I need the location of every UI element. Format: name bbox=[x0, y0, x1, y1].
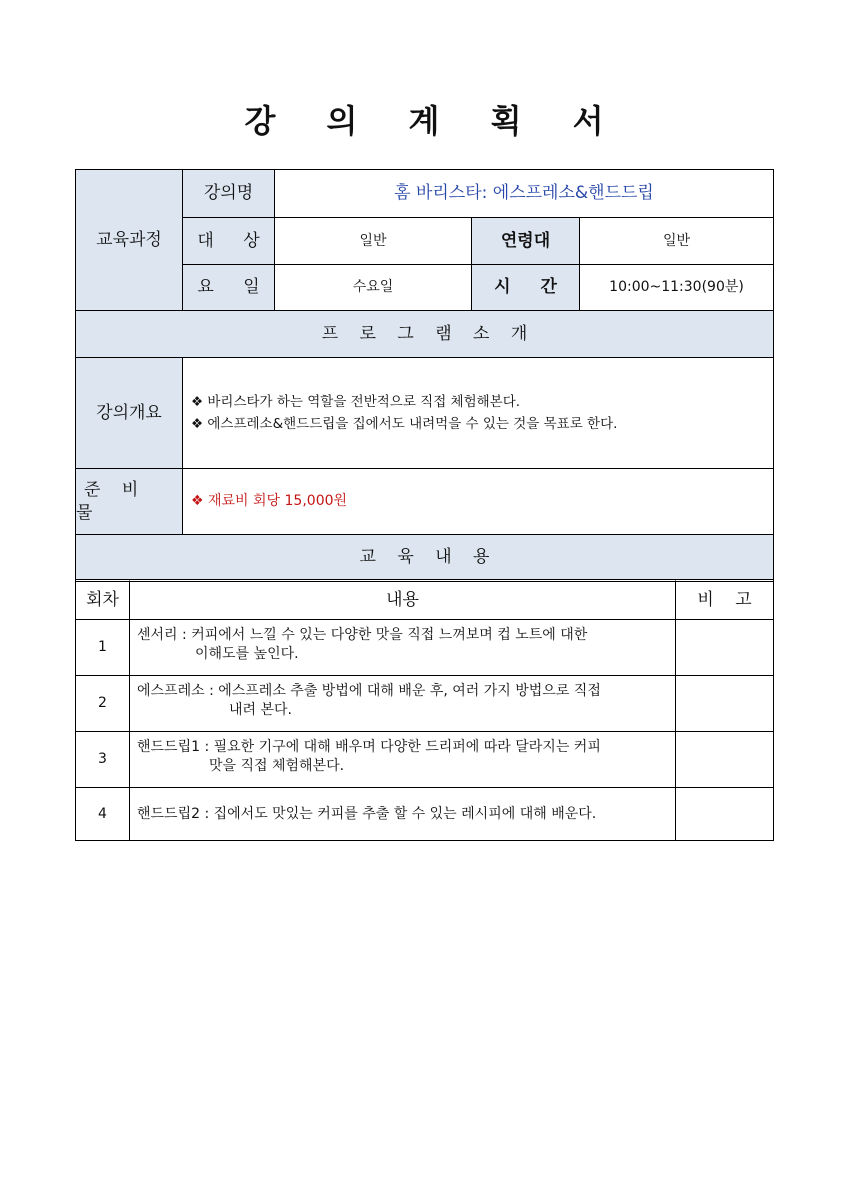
day-value: 수요일 bbox=[274, 264, 471, 310]
session-number: 2 bbox=[76, 675, 129, 731]
course-name-value: 홈 바리스타: 에스프레소&핸드드립 bbox=[274, 170, 773, 217]
note-column-header: 비 고 bbox=[675, 579, 773, 619]
session-content: 센서리 : 커피에서 느낄 수 있는 다양한 맛을 직접 느껴보며 컵 노트에 대한 이해도를 높인다. bbox=[129, 619, 675, 675]
overview-content bbox=[182, 357, 773, 468]
age-label: 연령대 bbox=[471, 217, 579, 264]
session-note bbox=[675, 787, 773, 840]
session-number: 3 bbox=[76, 731, 129, 787]
session-content: 핸드드립1 : 필요한 기구에 대해 배우며 다양한 드리퍼에 따라 달라지는 커피 맛을 직접 체험해본다. bbox=[129, 731, 675, 787]
session-note bbox=[675, 619, 773, 675]
course-name-label: 강의명 bbox=[182, 170, 274, 217]
materials-label: 준 비 물 bbox=[76, 468, 182, 534]
overview-item-1: ❖ 바리스타가 하는 역할을 전반적으로 직접 체험해본다. bbox=[191, 393, 521, 410]
lecture-plan-table bbox=[75, 169, 774, 841]
course-section-label: 교육과정 bbox=[76, 170, 182, 310]
overview-label: 강의개요 bbox=[76, 357, 182, 468]
document-title: 강 의 계 획 서 bbox=[244, 102, 624, 140]
session-number: 1 bbox=[76, 619, 129, 675]
time-value: 10:00~11:30(90분) bbox=[579, 264, 773, 310]
session-number: 4 bbox=[76, 787, 129, 840]
age-value: 일반 bbox=[579, 217, 773, 264]
session-note bbox=[675, 731, 773, 787]
overview-item-2: ❖ 에스프레소&핸드드립을 집에서도 내려먹을 수 있는 것을 목표로 한다. bbox=[191, 416, 618, 432]
target-label: 대 상 bbox=[182, 217, 274, 264]
session-content: 에스프레소 : 에스프레소 추출 방법에 대해 배운 후, 여러 가지 방법으로 직접 내려 본다. bbox=[129, 675, 675, 731]
education-content-header: 교 육 내 용 bbox=[76, 534, 773, 579]
day-label: 요 일 bbox=[182, 264, 274, 310]
time-label: 시 간 bbox=[471, 264, 579, 310]
content-column-header: 내용 bbox=[129, 579, 675, 619]
program-intro-header: 프 로 그 램 소 개 bbox=[76, 310, 773, 357]
session-content: 핸드드립2 : 집에서도 맛있는 커피를 추출 할 수 있는 레시피에 대해 배운다. bbox=[129, 787, 675, 840]
target-value: 일반 bbox=[274, 217, 471, 264]
session-note bbox=[675, 675, 773, 731]
session-column-header: 회차 bbox=[76, 579, 129, 619]
materials-value: ❖ 재료비 회당 15,000원 bbox=[182, 468, 773, 534]
